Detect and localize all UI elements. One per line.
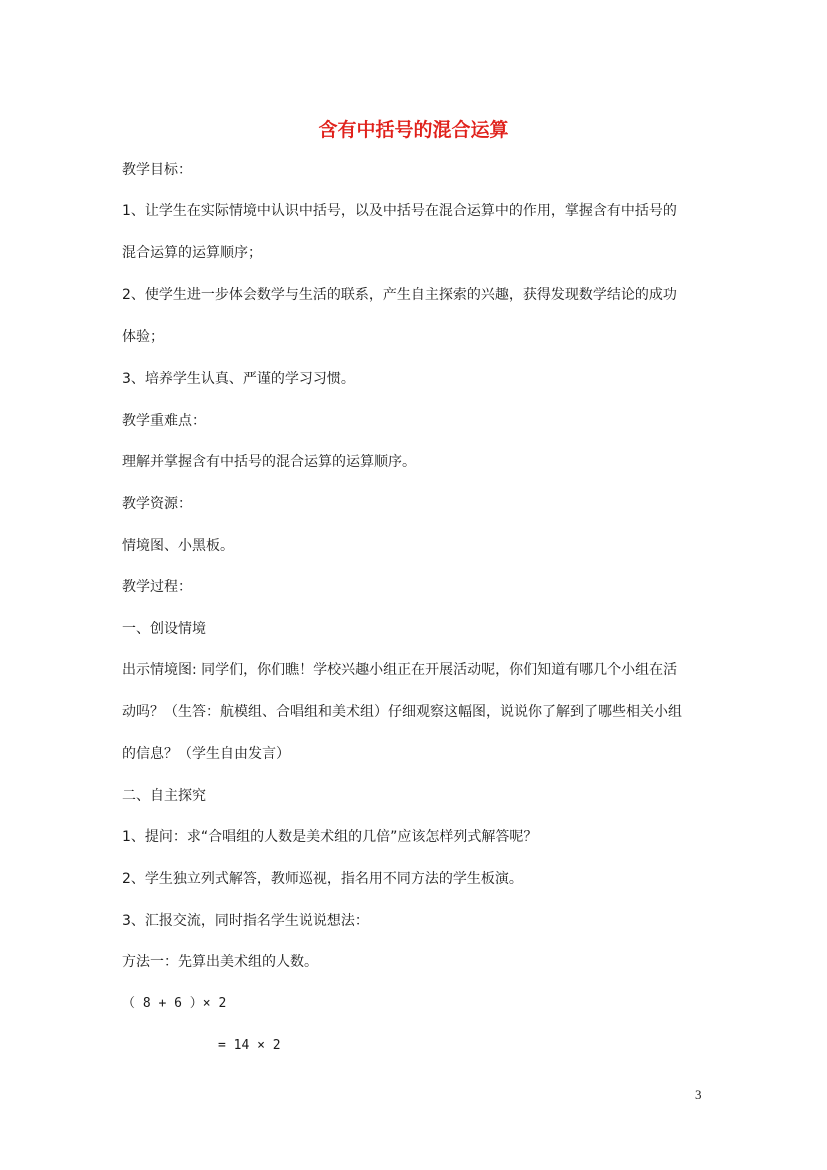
formula-line: （ 8 + 6 ）× 2	[122, 996, 227, 1011]
text-line: 2、使学生进一步体会数学与生活的联系，产生自主探索的兴趣，获得发现数学结论的成功	[122, 287, 677, 303]
text-line: 情境图、小黑板。	[122, 538, 234, 554]
text-line: 动吗？（生答：航模组、合唱组和美术组）仔细观察这幅图，说说你了解到了哪些相关小组	[122, 704, 682, 720]
text-line: 教学目标：	[122, 162, 192, 178]
text-line: 1、让学生在实际情境中认识中括号，以及中括号在混合运算中的作用，掌握含有中括号的	[122, 203, 677, 219]
text-line: 体验；	[122, 329, 164, 345]
text-line: 理解并掌握含有中括号的混合运算的运算顺序。	[122, 454, 416, 470]
text-line: 方法一：先算出美术组的人数。	[122, 954, 318, 970]
text-line: 教学资源：	[122, 496, 192, 512]
text-line: 的信息？（学生自由发言）	[122, 746, 290, 762]
text-line: 1、提问：求“合唱组的人数是美术组的几倍”应该怎样列式解答呢？	[122, 829, 538, 845]
text-line: 3、培养学生认真、严谨的学习习惯。	[122, 371, 355, 387]
text-line: 教学过程：	[122, 579, 192, 595]
document-title: 含有中括号的混合运算	[318, 119, 509, 141]
text-line: 教学重难点：	[122, 413, 206, 429]
text-line: 二、自主探究	[122, 788, 206, 804]
formula-line: = 14 × 2	[218, 1038, 281, 1053]
text-line: 混合运算的运算顺序；	[122, 245, 262, 261]
text-line: 2、学生独立列式解答，教师巡视，指名用不同方法的学生板演。	[122, 871, 523, 887]
text-line: 3、汇报交流，同时指名学生说说想法：	[122, 913, 369, 929]
page-number: 3	[695, 1087, 702, 1102]
text-line: 一、创设情境	[122, 621, 206, 637]
text-line: 出示情境图: 同学们，你们瞧！学校兴趣小组正在开展活动呢，你们知道有哪几个小组在活	[122, 662, 678, 678]
